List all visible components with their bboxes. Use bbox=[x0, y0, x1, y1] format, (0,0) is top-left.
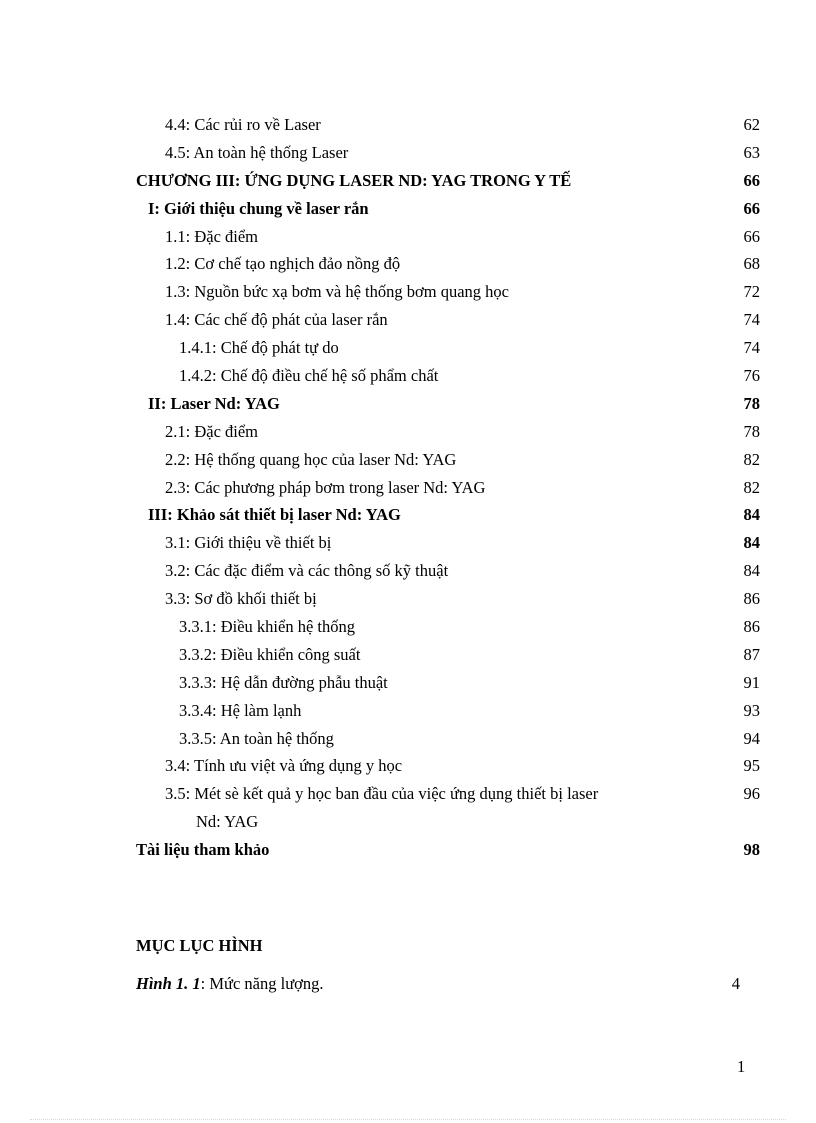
toc-entry-page: 63 bbox=[743, 142, 760, 162]
toc-entry bbox=[0, 250, 816, 278]
toc-entry-title: 2.3: Các phương pháp bơm trong laser Nd: YAG bbox=[165, 477, 486, 497]
toc-entry-title: 2.2: Hệ thống quang học của laser Nd: YAG bbox=[165, 449, 457, 469]
toc-entry-page: 74 bbox=[743, 310, 760, 330]
toc-entry bbox=[0, 223, 816, 251]
figure-list-title: MỤC LỤC HÌNH bbox=[136, 936, 263, 955]
toc-entry-page: 84 bbox=[743, 533, 760, 553]
toc-entry-title: 3.3.5: An toàn hệ thống bbox=[179, 728, 334, 748]
toc-entry-page: 95 bbox=[743, 756, 760, 776]
toc-entry-title: 3.5: Mét sè kết quả y học ban đầu của việc ứng dụng thiết bị laser bbox=[165, 784, 599, 804]
toc-entry bbox=[0, 808, 816, 836]
toc-entry-page: 82 bbox=[743, 477, 760, 497]
toc-entry-page: 84 bbox=[743, 505, 760, 525]
page-bottom-border bbox=[30, 1119, 786, 1120]
toc-entry-page: 94 bbox=[743, 728, 760, 748]
toc-entry-page: 86 bbox=[743, 617, 760, 637]
toc-entry-title: 1.4.2: Chế độ điều chế hệ số phẩm chất bbox=[179, 366, 439, 386]
toc-entry bbox=[0, 362, 816, 390]
toc-entry-title: 3.4: Tính ưu việt và ứng dụng y học bbox=[165, 756, 403, 776]
toc-entry-title: 2.1: Đặc điểm bbox=[165, 421, 259, 441]
toc-entry-title: Tài liệu tham khảo bbox=[136, 840, 270, 860]
toc-entry-title: 1.4.1: Chế độ phát tự do bbox=[179, 338, 339, 358]
toc-entry-page: 98 bbox=[743, 840, 760, 860]
toc-entry bbox=[0, 334, 816, 362]
toc-entry-page: 62 bbox=[743, 115, 760, 134]
toc-entry bbox=[0, 725, 816, 753]
toc-entry-title: 1.4: Các chế độ phát của laser rắn bbox=[165, 310, 388, 330]
toc-entry bbox=[0, 836, 816, 864]
toc-entry bbox=[0, 501, 816, 529]
toc-entry-page: 66 bbox=[743, 198, 760, 218]
toc-entry bbox=[0, 529, 816, 557]
toc-entry-title: 3.3.2: Điều khiển công suất bbox=[179, 644, 361, 664]
toc-entry-page: 66 bbox=[743, 226, 760, 246]
table-of-contents bbox=[0, 111, 816, 864]
toc-entry bbox=[0, 697, 816, 725]
toc-entry-page: 72 bbox=[743, 282, 760, 302]
toc-entry-page: 78 bbox=[743, 421, 760, 441]
toc-entry-page: 78 bbox=[743, 393, 760, 413]
toc-entry bbox=[0, 557, 816, 585]
toc-entry-title: 4.5: An toàn hệ thống Laser bbox=[165, 142, 349, 162]
toc-entry bbox=[0, 139, 816, 167]
toc-entry bbox=[0, 167, 816, 195]
toc-entry-title: II: Laser Nd: YAG bbox=[148, 393, 280, 413]
toc-entry-title: 1.2: Cơ chế tạo nghịch đảo nồng độ bbox=[165, 254, 401, 274]
toc-entry bbox=[0, 641, 816, 669]
toc-entry-title: Nd: YAG bbox=[196, 812, 259, 832]
toc-entry bbox=[0, 585, 816, 613]
figure-caption: : Mức năng lượng. bbox=[200, 974, 324, 993]
toc-entry-title: 4.4: Các rủi ro về Laser bbox=[165, 115, 321, 134]
toc-entry bbox=[0, 780, 816, 808]
toc-entry-page: 76 bbox=[743, 366, 760, 386]
toc-entry bbox=[0, 669, 816, 697]
toc-entry-title: 3.3.1: Điều khiển hệ thống bbox=[179, 617, 355, 637]
toc-entry bbox=[0, 446, 816, 474]
toc-entry-title: I: Giới thiệu chung về laser rắn bbox=[148, 198, 369, 218]
toc-entry-page: 74 bbox=[743, 338, 760, 358]
toc-entry-title: 3.3: Sơ đồ khối thiết bị bbox=[165, 589, 317, 609]
toc-entry bbox=[0, 752, 816, 780]
toc-entry-page: 68 bbox=[743, 254, 760, 274]
toc-entry-page: 84 bbox=[743, 561, 760, 581]
toc-entry-page: 82 bbox=[743, 449, 760, 469]
toc-entry-title: III: Khảo sát thiết bị laser Nd: YAG bbox=[148, 505, 401, 525]
toc-entry bbox=[0, 613, 816, 641]
toc-entry bbox=[0, 474, 816, 502]
toc-entry bbox=[0, 390, 816, 418]
toc-entry-title: 3.2: Các đặc điểm và các thông số kỹ thuật bbox=[165, 561, 449, 581]
figure-entry bbox=[136, 970, 740, 998]
toc-entry bbox=[0, 418, 816, 446]
toc-entry-title: 1.3: Nguồn bức xạ bơm và hệ thống bơm quang học bbox=[165, 282, 509, 302]
page-number: 1 bbox=[737, 1057, 746, 1076]
figure-label: Hình 1. 1 bbox=[136, 974, 201, 993]
toc-entry bbox=[0, 278, 816, 306]
toc-entry-page: 87 bbox=[743, 644, 760, 664]
toc-entry-title: 3.3.3: Hệ dẫn đường phẫu thuật bbox=[179, 672, 388, 692]
figure-page: 4 bbox=[731, 974, 740, 993]
toc-entry-title: 3.1: Giới thiệu về thiết bị bbox=[165, 533, 332, 553]
toc-entry-page: 86 bbox=[743, 589, 760, 609]
toc-entry-page: 91 bbox=[743, 672, 760, 692]
toc-entry-page: 96 bbox=[743, 784, 760, 804]
toc-entry-title: CHƯƠNG III: ỨNG DỤNG LASER ND: YAG TRONG Y TẾ bbox=[136, 170, 572, 190]
toc-entry-page: 66 bbox=[743, 170, 760, 190]
toc-entry bbox=[0, 111, 816, 139]
toc-entry-page: 93 bbox=[743, 700, 760, 720]
toc-entry bbox=[0, 195, 816, 223]
toc-entry-title: 3.3.4: Hệ làm lạnh bbox=[179, 700, 302, 720]
toc-entry bbox=[0, 306, 816, 334]
toc-entry-title: 1.1: Đặc điểm bbox=[165, 226, 259, 246]
